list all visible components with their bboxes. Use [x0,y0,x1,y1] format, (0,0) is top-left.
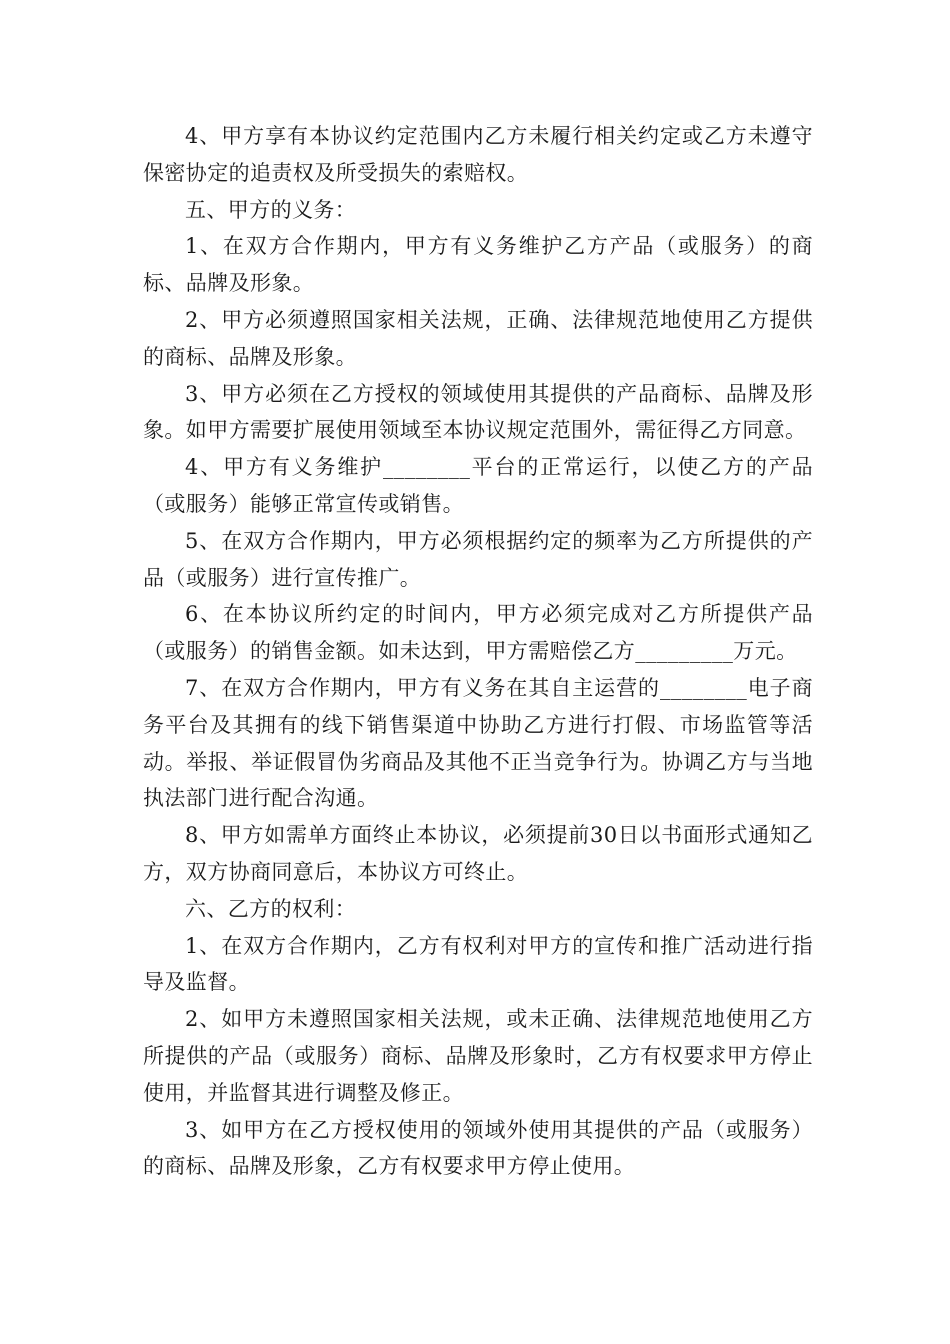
clause-5-5: 5、在双方合作期内，甲方必须根据约定的频率为乙方所提供的产品（或服务）进行宣传推广。 [143,528,813,590]
clause-5-1: 1、在双方合作期内，甲方有义务维护乙方产品（或服务）的商标、品牌及形象。 [143,234,813,296]
section-heading-party-a-obligations: 五、甲方的义务： [185,197,357,222]
clause-6-3: 3、如甲方在乙方授权使用的领域外使用其提供的产品（或服务）的商标、品牌及形象，乙方有权要求甲方停止使用。 [143,1117,813,1179]
clause-5-2: 2、甲方必须遵照国家相关法规，正确、法律规范地使用乙方提供的商标、品牌及形象。 [143,307,813,369]
clause-5-6: 6、在本协议所约定的时间内，甲方必须完成对乙方所提供产品（或服务）的销售金额。如未达到，甲方需赔偿乙方_________万元。 [143,602,813,664]
clause-5-7: 7、在双方合作期内，甲方有义务在其自主运营的________电子商务平台及其拥有的线下销售渠道中协助乙方进行打假、市场监管等活动。举报、举证假冒伪劣商品及其他不正当竞争行为。协调乙方与当地执法部门进行配合沟通。 [143,675,813,811]
document-body [143,118,813,1185]
clause-5-4: 4、甲方有义务维护________平台的正常运行，以使乙方的产品（或服务）能够正常宣传或销售。 [143,455,813,516]
clause-5-3: 3、甲方必须在乙方授权的领域使用其提供的产品商标、品牌及形象。如甲方需要扩展使用领域至本协议规定范围外，需征得乙方同意。 [143,381,813,443]
clause-5-8: 8、甲方如需单方面终止本协议，必须提前30日以书面形式通知乙方，双方协商同意后，本协议方可终止。 [143,823,813,884]
section-heading-party-b-rights: 六、乙方的权利： [185,896,357,921]
clause-6-1: 1、在双方合作期内，乙方有权利对甲方的宣传和推广活动进行指导及监督。 [143,933,813,995]
clause-4-2-ownership-rights: 4、甲方享有本协议约定范围内乙方未履行相关约定或乙方未遵守保密协定的追责权及所受损失的索赔权。 [143,124,813,185]
clause-6-2: 2、如甲方未遵照国家相关法规，或未正确、法律规范地使用乙方所提供的产品（或服务）商标、品牌及形象时，乙方有权要求甲方停止使用，并监督其进行调整及修正。 [143,1007,813,1105]
